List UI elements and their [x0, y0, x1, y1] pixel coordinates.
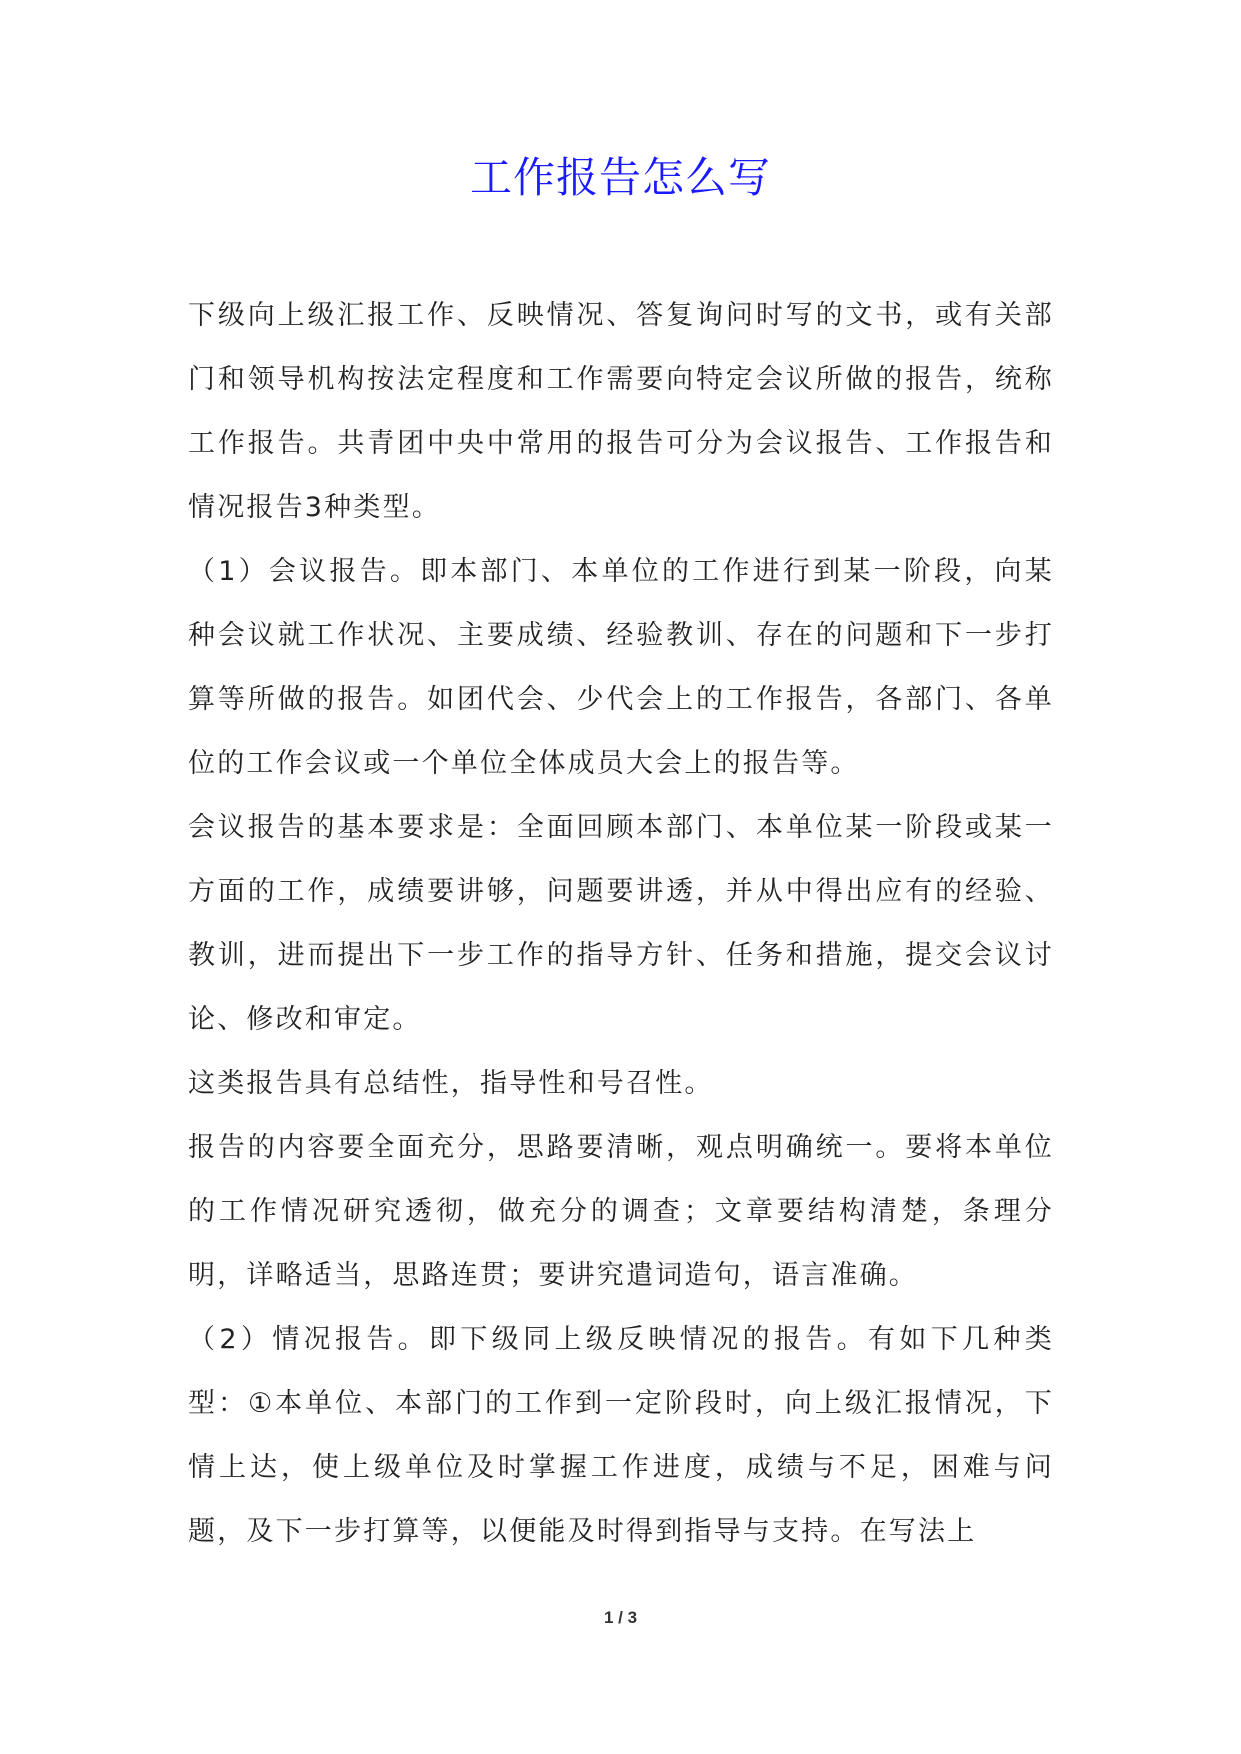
paragraph-meeting-requirements: 会议报告的基本要求是：全面回顾本部门、本单位某一阶段或某一方面的工作，成绩要讲够，问题要讲透，并从中得出应有的经验、教训，进而提出下一步工作的指导方针、任务和措施，提交会议讨论、修改和审定。: [188, 812, 1054, 1035]
paragraph-content-requirements: 报告的内容要全面充分，思路要清晰，观点明确统一。要将本单位的工作情况研究透彻，做充分的调查；文章要结构清楚，条理分明，详略适当，思路连贯；要讲究遣词造句，语言准确。: [188, 1132, 1054, 1291]
paragraph-intro: 下级向上级汇报工作、反映情况、答复询问时写的文书，或有关部门和领导机构按法定程度和工作需要向特定会议所做的报告，统称工作报告。共青团中央中常用的报告可分为会议报告、工作报告和情况报告3种类型。: [188, 300, 1054, 523]
page-number: 1 / 3: [603, 1608, 638, 1627]
paragraph-situation-report: （2）情况报告。即下级同上级反映情况的报告。有如下几种类型：①本单位、本部门的工作到一定阶段时，向上级汇报情况，下情上达，使上级单位及时掌握工作进度，成绩与不足，困难与问题，及下一步打算等，以便能及时得到指导与支持。在写法上: [188, 1324, 1054, 1547]
document-body: [188, 284, 1054, 1564]
document-title: 工作报告怎么写: [469, 153, 771, 202]
paragraph-meeting-report: （1）会议报告。即本部门、本单位的工作进行到某一阶段，向某种会议就工作状况、主要成绩、经验教训、存在的问题和下一步打算等所做的报告。如团代会、少代会上的工作报告，各部门、各单位的工作会议或一个单位全体成员大会上的报告等。: [188, 556, 1054, 779]
paragraph-report-nature: 这类报告具有总结性，指导性和号召性。: [188, 1068, 714, 1099]
